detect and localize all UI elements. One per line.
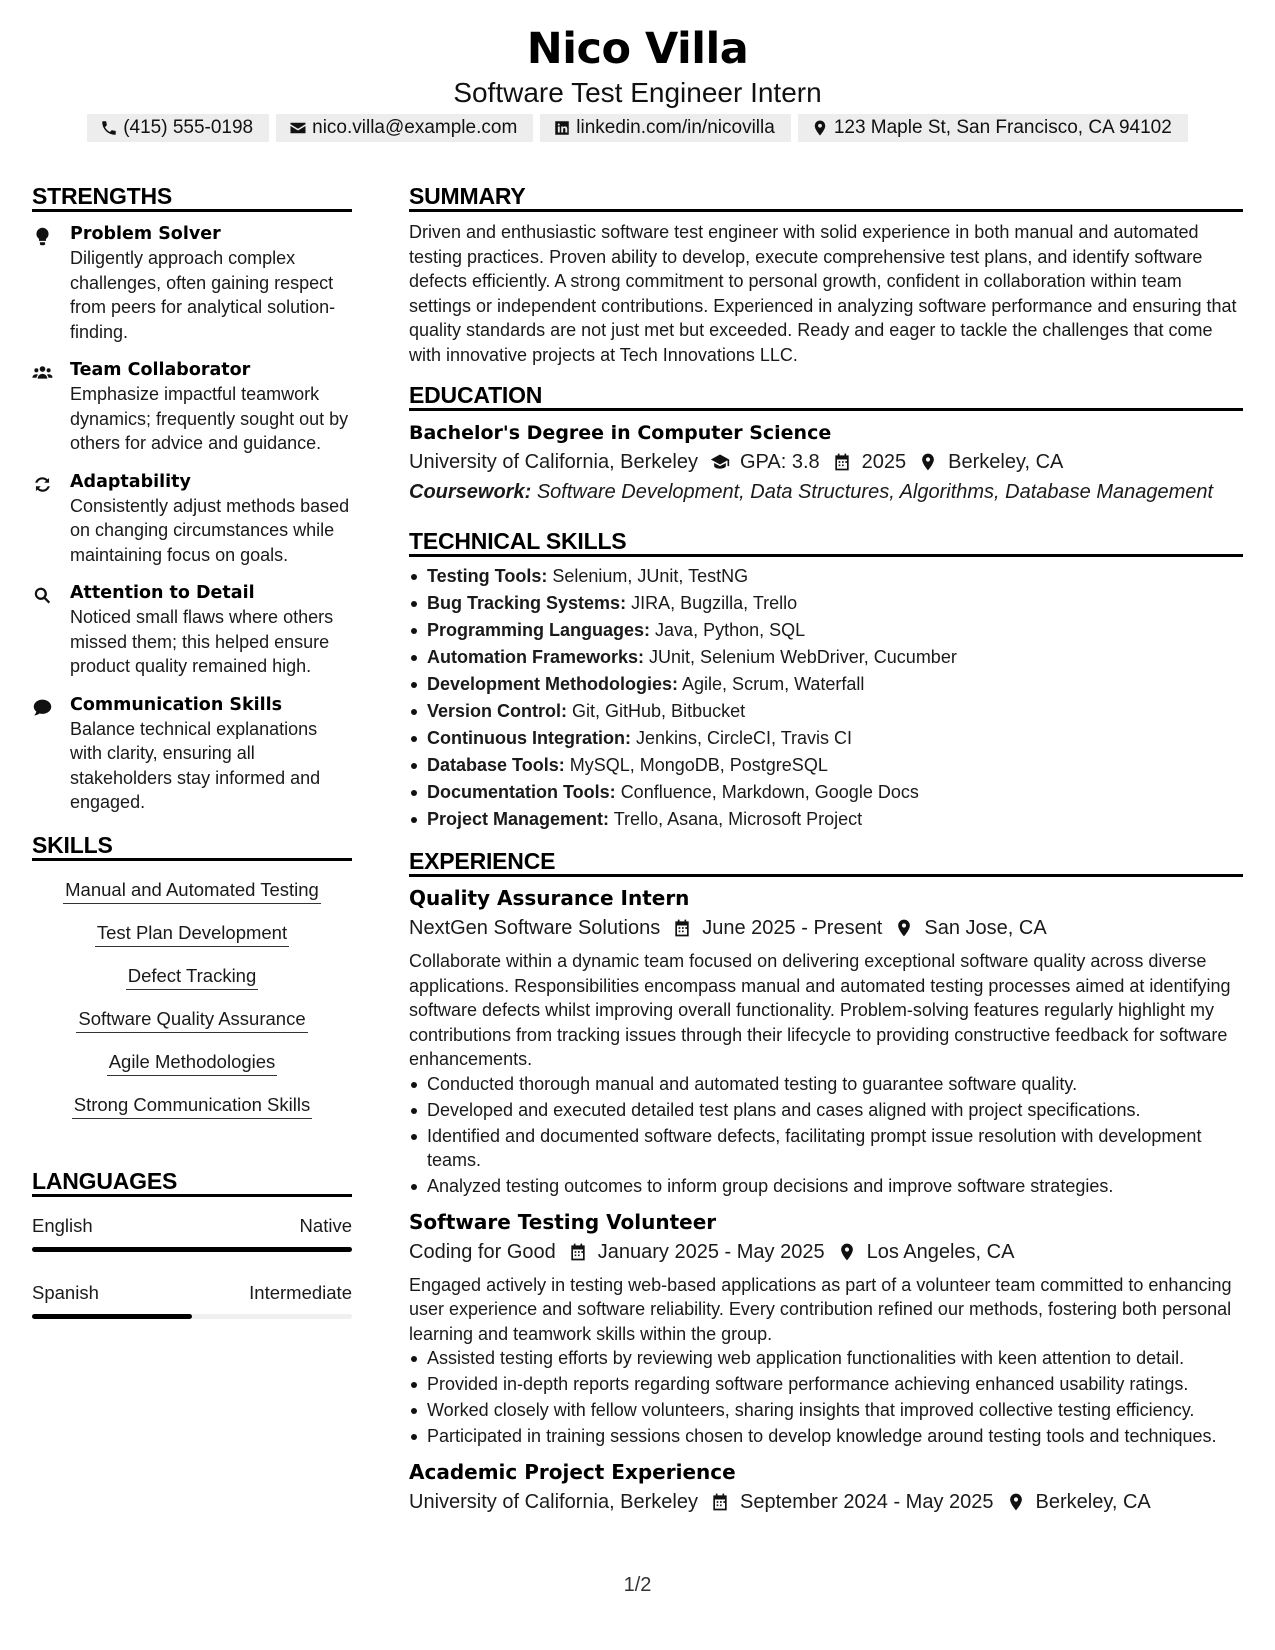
language-proficiency-bar [32, 1314, 352, 1319]
tech-skill-label: Documentation Tools: [427, 782, 616, 802]
education-meta [409, 447, 1243, 477]
map-pin-icon [1006, 1492, 1026, 1512]
strength-title: Problem Solver [70, 224, 221, 244]
tech-skill-value: Confluence, Markdown, Google Docs [620, 782, 919, 802]
job-bullet: Provided in-depth reports regarding software performance achieving enhanced usability ratings. [409, 1372, 1243, 1397]
candidate-name: Nico Villa [526, 24, 749, 74]
strength-item [32, 222, 352, 344]
coursework-text: Software Development, Data Structures, Algorithms, Database Management [536, 481, 1214, 503]
strength-item [32, 358, 352, 456]
job-title: Quality Assurance Intern [409, 886, 690, 910]
calendar-icon [672, 918, 692, 938]
job-bullet: Participated in training sessions chosen to develop knowledge around testing tools and techniques. [409, 1424, 1243, 1449]
summary-text: Driven and enthusiastic software test engineer with solid experience in both manual and automated testing practices. Proven ability to develop, execute comprehensive test plans, and identify software defects efficiently. A strong commitment to personal growth, confident in collaboration within team settings or independent contributions. Experienced in analyzing software performance and ensuring that quality standards are not just met but exceeded. Ready and eager to tackle the challenges that come with innovative projects at Tech Innovations LLC. [409, 222, 1237, 365]
education-location: Berkeley, CA [948, 451, 1064, 473]
skill-tag: Agile Methodologies [107, 1049, 278, 1076]
strengths-title: STRENGTHS [32, 180, 352, 212]
tech-skill-item [409, 617, 1243, 644]
tech-skill-value: JIRA, Bugzilla, Trello [631, 593, 798, 613]
strength-item [32, 693, 352, 815]
experience-entry [409, 1457, 1243, 1517]
job-company: University of California, Berkeley [409, 1490, 698, 1513]
skill-tag: Test Plan Development [95, 920, 289, 947]
tech-skill-label: Database Tools: [427, 755, 565, 775]
strength-title: Team Collaborator [70, 360, 251, 380]
job-meta [409, 1487, 1243, 1517]
strength-title: Attention to Detail [70, 583, 255, 603]
job-location: San Jose, CA [924, 917, 1047, 939]
strength-desc: Consistently adjust methods based on changing circumstances while maintaining focus on goals. [70, 495, 350, 565]
language-level: Native [299, 1214, 352, 1236]
job-title: Software Testing Volunteer [409, 1209, 717, 1234]
strength-title: Adaptability [70, 471, 191, 492]
job-bullet: Analyzed testing outcomes to inform group decisions and improve software strategies. [409, 1174, 1243, 1199]
linkedin-icon [553, 119, 571, 137]
tech-skill-value: MySQL, MongoDB, PostgreSQL [569, 755, 828, 775]
search-icon [32, 585, 53, 606]
strength-item [32, 581, 352, 679]
job-company: Coding for Good [409, 1240, 556, 1263]
job-description: Collaborate within a dynamic team focused on delivering exceptional software quality across diverse applications. Responsibilities encompass manual and automated testing processes aimed at identifying software defects whilst improving overall functionality. Problem-solving features regularly highlight my contributions from tracking issues through their lifecycle to providing constructive feedback for software enhancements. [409, 951, 1231, 1069]
tech-skill-item [409, 806, 1243, 833]
job-dates: September 2024 - May 2025 [740, 1490, 994, 1513]
tech-skill-label: Programming Languages: [427, 620, 651, 640]
tech-skill-label: Version Control: [427, 701, 568, 721]
calendar-icon [832, 452, 852, 472]
calendar-icon [710, 1492, 730, 1512]
language-item [32, 1207, 352, 1252]
tech-skill-item [409, 563, 1243, 590]
job-bullet: Conducted thorough manual and automated testing to guarantee software quality. [409, 1072, 1243, 1097]
job-location: Berkeley, CA [1035, 1490, 1151, 1513]
language-level: Intermediate [249, 1281, 352, 1303]
skill-tag: Manual and Automated Testing [63, 877, 321, 904]
contact-phone-text: (415) 555-0198 [123, 117, 254, 138]
tech-skill-value: Git, GitHub, Bitbucket [572, 701, 746, 721]
language-name: Spanish [32, 1281, 99, 1303]
technical-skills-title: TECHNICAL SKILLS [409, 525, 1243, 557]
job-bullet: Assisted testing efforts by reviewing web application functionalities with keen attention to detail. [409, 1346, 1243, 1371]
contact-linkedin-text: linkedin.com/in/nicovilla [576, 117, 775, 138]
job-dates: June 2025 - Present [702, 917, 883, 939]
experience-title: EXPERIENCE [409, 845, 1243, 877]
page-number: 1/2 [623, 1574, 652, 1596]
strength-desc: Noticed small flaws where others missed them; this helped ensure product quality remained high. [70, 607, 334, 676]
tech-skill-label: Testing Tools: [427, 566, 548, 586]
skill-tag: Strong Communication Skills [72, 1092, 312, 1119]
language-proficiency-fill [32, 1247, 352, 1252]
education-coursework [409, 477, 1243, 507]
calendar-icon [568, 1242, 588, 1262]
tech-skill-label: Bug Tracking Systems: [427, 593, 627, 613]
left-column [32, 180, 352, 1341]
education-title: EDUCATION [409, 379, 1243, 411]
contact-linkedin[interactable] [540, 114, 791, 142]
contact-bar [0, 114, 1275, 142]
tech-skill-item [409, 644, 1243, 671]
job-bullet: Developed and executed detailed test plans and cases aligned with project specifications. [409, 1098, 1243, 1123]
strength-desc: Emphasize impactful teamwork dynamics; frequently sought out by others for advice and guidance. [70, 384, 349, 453]
skill-tag: Software Quality Assurance [76, 1006, 307, 1033]
phone-icon [100, 119, 118, 137]
technical-skills-list [409, 563, 1243, 833]
tech-skill-item [409, 725, 1243, 752]
comment-icon [32, 697, 53, 718]
skills-title: SKILLS [32, 829, 352, 861]
job-location: Los Angeles, CA [866, 1240, 1015, 1263]
job-description: Engaged actively in testing web-based applications as part of a volunteer team committed to enhancing user experience and software reliability. Every contribution refined our methods, fostering both personal learning and teamwork skills within the group. [409, 1274, 1232, 1344]
language-proficiency-fill [32, 1314, 192, 1319]
map-pin-icon [894, 918, 914, 938]
job-bullets [409, 1072, 1243, 1199]
job-dates: January 2025 - May 2025 [597, 1240, 825, 1263]
skills-list [32, 873, 352, 1135]
right-column [409, 180, 1243, 1523]
map-pin-icon [811, 119, 829, 137]
education-gpa: GPA: 3.8 [740, 451, 820, 473]
job-bullet: Identified and documented software defects, facilitating prompt issue resolution with development teams. [409, 1124, 1243, 1173]
contact-phone[interactable] [87, 114, 269, 142]
contact-email-text: nico.villa@example.com [312, 117, 518, 138]
education-degree: Bachelor's Degree in Computer Science [409, 422, 832, 444]
language-item [32, 1274, 352, 1319]
language-name: English [32, 1214, 93, 1236]
experience-entry [409, 883, 1243, 1199]
strength-desc: Diligently approach complex challenges, often gaining respect from peers for analytical solution-finding. [70, 248, 336, 342]
job-title: Academic Project Experience [409, 1459, 736, 1484]
education-year: 2025 [861, 451, 907, 473]
tech-skill-value: Selenium, JUnit, TestNG [552, 566, 749, 586]
sync-icon [32, 474, 53, 495]
resume-header [0, 22, 1275, 110]
tech-skill-item [409, 779, 1243, 806]
tech-skill-value: Jenkins, CircleCI, Travis CI [635, 728, 853, 748]
tech-skill-value: Agile, Scrum, Waterfall [682, 674, 865, 694]
lightbulb-icon [32, 226, 53, 247]
coursework-label: Coursework: [409, 481, 532, 503]
job-meta [409, 1237, 1243, 1267]
job-meta [409, 913, 1243, 943]
education-school: University of California, Berkeley [409, 451, 698, 473]
contact-email[interactable] [276, 114, 533, 142]
tech-skill-label: Automation Frameworks: [427, 647, 645, 667]
tech-skill-value: JUnit, Selenium WebDriver, Cucumber [649, 647, 957, 667]
tech-skill-item [409, 671, 1243, 698]
experience-entry [409, 1207, 1243, 1449]
candidate-role: Software Test Engineer Intern [453, 77, 822, 108]
tech-skill-value: Trello, Asana, Microsoft Project [613, 809, 863, 829]
map-pin-icon [837, 1242, 857, 1262]
tech-skill-item [409, 590, 1243, 617]
strength-item [32, 470, 352, 568]
contact-address [798, 114, 1188, 142]
tech-skill-item [409, 698, 1243, 725]
tech-skill-value: Java, Python, SQL [655, 620, 806, 640]
contact-address-text: 123 Maple St, San Francisco, CA 94102 [833, 117, 1172, 138]
strength-title: Communication Skills [70, 694, 283, 715]
tech-skill-item [409, 752, 1243, 779]
language-proficiency-bar [32, 1247, 352, 1252]
languages-title: LANGUAGES [32, 1165, 352, 1197]
job-bullets [409, 1346, 1243, 1449]
tech-skill-label: Continuous Integration: [427, 728, 631, 748]
users-icon [32, 362, 53, 383]
envelope-icon [289, 119, 307, 137]
job-bullet: Worked closely with fellow volunteers, sharing insights that improved collective testing efficiency. [409, 1398, 1243, 1423]
strength-desc: Balance technical explanations with clarity, ensuring all stakeholders stay informed and engaged. [70, 718, 321, 812]
graduation-cap-icon [710, 452, 730, 472]
summary-title: SUMMARY [409, 180, 1243, 212]
tech-skill-label: Development Methodologies: [427, 674, 679, 694]
job-company: NextGen Software Solutions [409, 917, 661, 939]
map-pin-icon [918, 452, 938, 472]
tech-skill-label: Project Management: [427, 809, 610, 829]
skill-tag: Defect Tracking [126, 963, 259, 990]
